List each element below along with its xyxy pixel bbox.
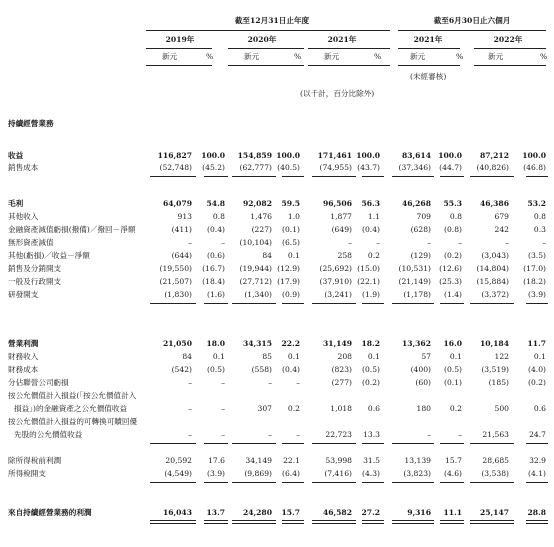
cell-amount: 64,079	[162, 199, 192, 208]
cell-amount: 180	[416, 404, 431, 413]
cell-amount: (10,531)	[398, 264, 431, 273]
year-rule	[398, 48, 460, 49]
header-year: 2021年	[413, 35, 443, 44]
cell-percent: –	[458, 238, 462, 247]
cell-percent: (17.9)	[277, 277, 300, 286]
cell-percent: (3.9)	[527, 290, 546, 299]
cell-percent: 0.1	[367, 352, 380, 361]
cell-percent: (18.2)	[523, 277, 546, 286]
cell-percent: 0.8	[449, 212, 462, 221]
cell-amount: (129)	[410, 251, 431, 260]
cell-amount: 500	[494, 404, 509, 413]
note-unaudited: (未經審核)	[410, 72, 447, 81]
rule	[526, 482, 548, 483]
cell-amount: (542)	[171, 365, 192, 374]
cell-amount: (27,712)	[239, 277, 272, 286]
cell-amount: 28,685	[482, 456, 509, 465]
row-label: 除所得稅前利潤	[8, 456, 62, 465]
cell-amount: 34,315	[242, 339, 272, 348]
rule	[526, 176, 548, 177]
cell-percent: 0.6	[533, 404, 546, 413]
cell-amount: –	[188, 378, 192, 387]
rule	[526, 303, 548, 304]
cell-percent: 31.5	[363, 456, 380, 465]
cell-percent: 0.1	[212, 352, 225, 361]
cell-amount: (628)	[410, 225, 431, 234]
cell-amount: (1,340)	[244, 290, 272, 299]
double-rule	[312, 520, 356, 524]
cell-amount: 25,147	[479, 508, 509, 517]
cell-amount: –	[268, 378, 272, 387]
cell-percent: (43.7)	[357, 163, 380, 172]
cell-amount: (400)	[410, 365, 431, 374]
double-rule	[204, 520, 228, 524]
row-label: 營業利潤	[8, 339, 39, 348]
row-label: 毛利	[8, 199, 24, 208]
cell-amount: 679	[494, 212, 509, 221]
cell-amount: (9,869)	[244, 469, 272, 478]
cell-percent: (17.0)	[523, 264, 546, 273]
rule	[470, 303, 514, 304]
row-label: 其他收入	[8, 212, 39, 221]
header-period-half: 截至6月30日止六個月	[433, 16, 511, 25]
cell-percent: 59.5	[281, 199, 300, 208]
unit-sgd: 新元	[324, 52, 340, 61]
cell-amount: (7,416)	[324, 469, 352, 478]
cell-amount: (19,944)	[239, 264, 272, 273]
cell-percent: –	[221, 238, 225, 247]
cell-amount: (37,346)	[398, 163, 431, 172]
year-rule	[146, 48, 212, 49]
unit-percent: %	[374, 52, 382, 61]
rule	[232, 176, 276, 177]
cell-percent: –	[376, 238, 380, 247]
cell-amount: 84	[182, 352, 192, 361]
rule	[470, 176, 514, 177]
cell-percent: 16.0	[443, 339, 462, 348]
cell-amount: –	[268, 430, 272, 439]
cell-amount: 307	[257, 404, 272, 413]
header-year: 2022年	[493, 35, 523, 44]
rule	[232, 443, 276, 444]
cell-percent: 27.2	[361, 508, 380, 517]
rule	[282, 443, 304, 444]
cell-amount: 242	[494, 225, 509, 234]
double-rule	[440, 520, 464, 524]
cell-percent: (40.5)	[277, 163, 300, 172]
cell-percent: 28.8	[527, 508, 546, 517]
rule	[282, 303, 304, 304]
cell-percent: (12.6)	[439, 264, 462, 273]
note-thousands: (以千計，百分比除外)	[300, 89, 375, 98]
cell-amount: 21,050	[162, 339, 192, 348]
cell-percent: 0.8	[533, 212, 546, 221]
cell-percent: 0.2	[449, 404, 462, 413]
rule	[312, 176, 356, 177]
cell-percent: 13.3	[363, 430, 380, 439]
cell-percent: 100.0	[438, 151, 462, 160]
cell-percent: 56.3	[361, 199, 380, 208]
row-label: 分佔聯營公司虧損	[8, 378, 69, 387]
cell-amount: 31,149	[322, 339, 352, 348]
cell-percent: (0.4)	[281, 365, 300, 374]
cell-amount: (10,104)	[239, 238, 272, 247]
cell-amount: 9,316	[407, 508, 431, 517]
cell-amount: (227)	[251, 225, 272, 234]
cell-percent: 22.2	[281, 339, 300, 348]
rule	[470, 443, 514, 444]
cell-amount: (823)	[331, 365, 352, 374]
cell-amount: 83,614	[401, 151, 431, 160]
header-rule-half	[398, 30, 546, 31]
cell-amount: (3,043)	[481, 251, 509, 260]
cell-amount: 20,592	[165, 456, 192, 465]
cell-percent: (12.9)	[277, 264, 300, 273]
cell-percent: (3.5)	[527, 251, 546, 260]
cell-amount: (15,884)	[476, 277, 509, 286]
cell-amount: 34,149	[245, 456, 272, 465]
cell-amount: (411)	[171, 225, 192, 234]
cell-amount: (3,519)	[481, 365, 509, 374]
cell-amount: (40,826)	[476, 163, 509, 172]
cell-amount: 96,506	[322, 199, 352, 208]
unit-percent: %	[294, 52, 302, 61]
cell-percent: 54.8	[206, 199, 225, 208]
rule	[470, 482, 514, 483]
cell-percent: 0.1	[287, 251, 300, 260]
row-label: 研發開支	[8, 290, 39, 299]
rule	[282, 482, 304, 483]
cell-percent: (3.9)	[206, 469, 225, 478]
cell-amount: 154,859	[237, 151, 272, 160]
cell-percent: (18.4)	[202, 277, 225, 286]
cell-amount: (37,910)	[319, 277, 352, 286]
cell-amount: 13,362	[401, 339, 431, 348]
cell-amount: (1,178)	[403, 290, 431, 299]
cell-percent: 18.2	[361, 339, 380, 348]
cell-amount: (3,823)	[403, 469, 431, 478]
rule	[204, 303, 228, 304]
cell-amount: –	[505, 238, 509, 247]
cell-percent: (0.5)	[443, 365, 462, 374]
cell-amount: 46,386	[479, 199, 509, 208]
rule	[526, 443, 548, 444]
cell-percent: 11.1	[443, 508, 462, 517]
cell-amount: 22,723	[325, 430, 352, 439]
cell-percent: (1.6)	[206, 290, 225, 299]
row-label: 所得稅開支	[8, 469, 46, 478]
row-label: 其他(虧損)／收益－淨額	[8, 251, 90, 260]
cell-amount: 16,043	[162, 508, 192, 517]
double-rule	[526, 520, 548, 524]
row-label: 收益	[8, 151, 24, 160]
cell-percent: 0.6	[367, 404, 380, 413]
unit-sgd: 新元	[244, 52, 260, 61]
header-year: 2019年	[165, 35, 195, 44]
cell-amount: 85	[262, 352, 272, 361]
row-label: 來自持續經營業務的利潤	[8, 508, 92, 517]
cell-percent: –	[542, 238, 546, 247]
cell-percent: (0.4)	[361, 225, 380, 234]
unit-sgd: 新元	[410, 52, 426, 61]
header-year: 2021年	[327, 35, 357, 44]
cell-percent: 1.1	[367, 212, 380, 221]
double-rule	[150, 520, 196, 524]
header-year: 2020年	[247, 35, 277, 44]
cell-percent: (22.1)	[357, 277, 380, 286]
cell-amount: 46,268	[401, 199, 431, 208]
cell-percent: 0.1	[287, 352, 300, 361]
cell-percent: (6.5)	[281, 238, 300, 247]
cell-percent: 100.0	[276, 151, 300, 160]
cell-amount: 1,018	[330, 404, 352, 413]
rule	[282, 176, 304, 177]
rule	[362, 443, 384, 444]
unit-sgd: 新元	[488, 52, 504, 61]
cell-amount: (3,241)	[324, 290, 352, 299]
cell-amount: 53,998	[325, 456, 352, 465]
cell-amount: 46,582	[322, 508, 352, 517]
double-rule	[282, 520, 304, 524]
cell-amount: –	[427, 430, 431, 439]
cell-percent: –	[296, 378, 300, 387]
cell-amount: 913	[177, 212, 192, 221]
cell-amount: 208	[337, 352, 352, 361]
cell-percent: (4.1)	[527, 469, 546, 478]
cell-percent: 0.1	[449, 352, 462, 361]
row-label: 按公允價值計入損益的可轉換可贖回優	[8, 417, 138, 426]
cell-amount: –	[188, 404, 192, 413]
cell-percent: (0.9)	[281, 290, 300, 299]
cell-percent: (46.8)	[523, 163, 546, 172]
cell-amount: 24,280	[242, 508, 272, 517]
row-label: 金融資產減值虧損(撥備)／撥回－淨額	[8, 225, 136, 234]
rule	[150, 176, 196, 177]
cell-amount: (1,830)	[164, 290, 192, 299]
row-label: 銷售及分銷開支	[8, 264, 62, 273]
rule	[204, 443, 228, 444]
cell-amount: (25,692)	[319, 264, 352, 273]
cell-percent: 11.7	[527, 339, 546, 348]
row-label: 銷售成本	[8, 163, 39, 172]
rule	[392, 303, 434, 304]
cell-percent: (6.4)	[281, 469, 300, 478]
row-label: 一般及行政開支	[8, 277, 62, 286]
cell-percent: 100.0	[201, 151, 225, 160]
cell-percent: 18.0	[206, 339, 225, 348]
cell-amount: 13,139	[404, 456, 431, 465]
cell-amount: 1,877	[330, 212, 352, 221]
cell-amount: (19,550)	[159, 264, 192, 273]
rule	[204, 176, 228, 177]
cell-amount: (649)	[331, 225, 352, 234]
year-rule	[228, 48, 304, 49]
cell-amount: (60)	[415, 378, 431, 387]
cell-percent: –	[221, 378, 225, 387]
row-label: 財務收入	[8, 352, 39, 361]
rule	[392, 482, 434, 483]
unit-rule	[228, 65, 304, 66]
cell-percent: (0.5)	[206, 365, 225, 374]
cell-amount: (3,372)	[481, 290, 509, 299]
cell-amount: (62,777)	[239, 163, 272, 172]
header-rule-full	[146, 30, 390, 31]
cell-amount: (3,538)	[481, 469, 509, 478]
year-rule	[474, 48, 546, 49]
cell-amount: (277)	[331, 378, 352, 387]
cell-amount: (4,549)	[164, 469, 192, 478]
section-title: 持續經營業務	[8, 119, 54, 128]
row-label: 先股的公允價值收益	[14, 430, 83, 439]
unit-percent: %	[540, 52, 548, 61]
cell-percent: (1.9)	[361, 290, 380, 299]
cell-amount: 57	[421, 352, 431, 361]
unit-percent: %	[456, 52, 464, 61]
cell-amount: –	[427, 238, 431, 247]
cell-amount: 84	[262, 251, 272, 260]
cell-amount: 92,082	[242, 199, 272, 208]
rule	[362, 482, 384, 483]
cell-amount: (185)	[488, 378, 509, 387]
rule	[440, 482, 464, 483]
header-period-full: 截至12月31日止年度	[234, 16, 310, 25]
cell-percent: 0.1	[533, 352, 546, 361]
rule	[232, 303, 276, 304]
cell-percent: 17.6	[208, 456, 225, 465]
rule	[440, 443, 464, 444]
cell-percent: 100.0	[522, 151, 546, 160]
cell-percent: (0.2)	[527, 378, 546, 387]
cell-percent: (4.3)	[361, 469, 380, 478]
cell-percent: 0.2	[287, 404, 300, 413]
cell-amount: 171,461	[317, 151, 352, 160]
cell-percent: –	[221, 404, 225, 413]
double-rule	[392, 520, 434, 524]
cell-percent: (4.0)	[527, 365, 546, 374]
cell-percent: 0.3	[533, 225, 546, 234]
cell-amount: (14,804)	[476, 264, 509, 273]
row-label: 無形資產減值	[8, 238, 54, 247]
rule	[362, 176, 384, 177]
cell-percent: 53.2	[527, 199, 546, 208]
rule	[232, 482, 276, 483]
rule	[204, 482, 228, 483]
cell-percent: 13.7	[206, 508, 225, 517]
rule	[150, 303, 196, 304]
row-label: 財務成本	[8, 365, 39, 374]
cell-percent: 0.8	[212, 212, 225, 221]
cell-percent: (16.7)	[202, 264, 225, 273]
unit-percent: %	[206, 52, 214, 61]
cell-percent: (0.5)	[361, 365, 380, 374]
cell-percent: 55.3	[443, 199, 462, 208]
cell-amount: (74,955)	[319, 163, 352, 172]
unit-sgd: 新元	[162, 52, 178, 61]
cell-percent: (0.2)	[443, 251, 462, 260]
cell-percent: (1.4)	[443, 290, 462, 299]
cell-amount: 258	[337, 251, 352, 260]
rule	[362, 303, 384, 304]
unit-rule	[146, 65, 212, 66]
cell-percent: 15.7	[445, 456, 462, 465]
cell-percent: (0.2)	[361, 378, 380, 387]
cell-percent: –	[296, 430, 300, 439]
unit-rule	[308, 65, 390, 66]
cell-percent: (0.1)	[281, 225, 300, 234]
rule	[312, 482, 356, 483]
double-rule	[470, 520, 514, 524]
cell-percent: (45.2)	[202, 163, 225, 172]
cell-percent: 1.0	[287, 212, 300, 221]
row-label: 按公允價值計入損益(「按公允價值計入	[8, 391, 137, 400]
cell-percent: 15.7	[281, 508, 300, 517]
row-label: 損益」)的金融資產之公允價值收益	[14, 404, 128, 413]
cell-percent: 32.9	[529, 456, 546, 465]
cell-amount: (52,748)	[159, 163, 192, 172]
rule	[150, 482, 196, 483]
cell-amount: 1,476	[250, 212, 272, 221]
cell-percent: (4.6)	[443, 469, 462, 478]
cell-amount: –	[188, 238, 192, 247]
unit-rule	[398, 65, 460, 66]
cell-percent: –	[221, 430, 225, 439]
cell-amount: –	[188, 430, 192, 439]
cell-percent: 22.1	[283, 456, 300, 465]
cell-percent: (25.3)	[439, 277, 462, 286]
cell-percent: (44.7)	[439, 163, 462, 172]
rule	[440, 303, 464, 304]
cell-amount: 709	[416, 212, 431, 221]
cell-percent: (0.4)	[206, 225, 225, 234]
cell-amount: (644)	[171, 251, 192, 260]
cell-percent: 24.7	[529, 430, 546, 439]
cell-amount: –	[348, 238, 352, 247]
rule	[440, 176, 464, 177]
cell-amount: 122	[494, 352, 509, 361]
cell-amount: (21,507)	[159, 277, 192, 286]
unit-rule	[474, 65, 546, 66]
rule	[392, 443, 434, 444]
cell-percent: (0.1)	[443, 378, 462, 387]
cell-amount: (558)	[251, 365, 272, 374]
cell-percent: (0.8)	[443, 225, 462, 234]
cell-amount: (21,149)	[398, 277, 431, 286]
double-rule	[362, 520, 384, 524]
rule	[392, 176, 434, 177]
rule	[312, 443, 356, 444]
cell-percent: 0.2	[367, 251, 380, 260]
cell-percent: –	[458, 430, 462, 439]
rule	[312, 303, 356, 304]
cell-amount: 116,827	[157, 151, 192, 160]
cell-percent: (0.6)	[206, 251, 225, 260]
rule	[150, 443, 196, 444]
cell-amount: 21,563	[482, 430, 509, 439]
cell-percent: 100.0	[356, 151, 380, 160]
cell-percent: (15.0)	[357, 264, 380, 273]
year-rule	[308, 48, 390, 49]
cell-amount: 87,212	[479, 151, 509, 160]
cell-amount: 10,184	[479, 339, 509, 348]
double-rule	[232, 520, 276, 524]
